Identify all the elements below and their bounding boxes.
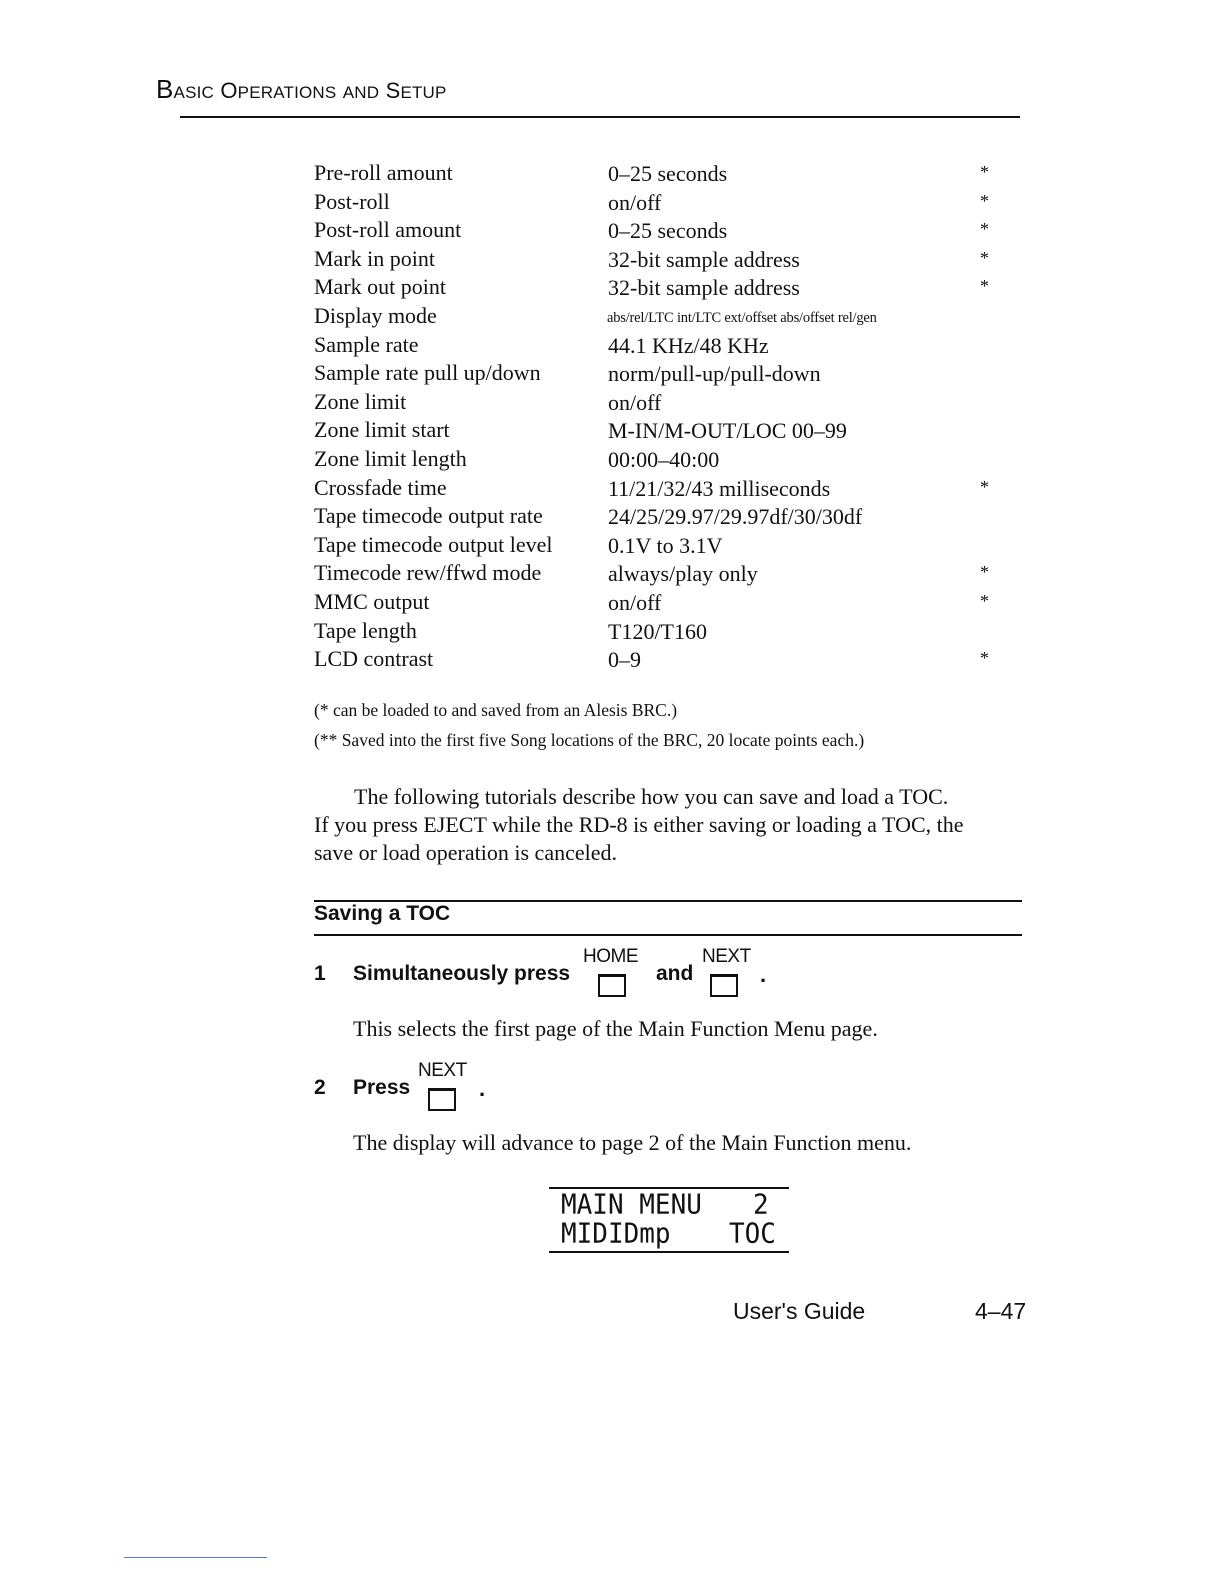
settings-row <box>314 646 1004 675</box>
step-1-text: Simultaneously press <box>353 962 571 985</box>
intro-paragraph <box>314 783 1024 867</box>
brc-asterisk: * <box>980 247 989 268</box>
setting-value: norm/pull-up/pull-down <box>608 361 821 387</box>
header-etup: ETUP <box>400 83 447 102</box>
setting-value: on/off <box>608 189 662 215</box>
step-2-text: Press <box>353 1076 411 1099</box>
setting-value: on/off <box>608 389 662 415</box>
section-rule-bottom <box>314 934 1022 936</box>
settings-row <box>314 360 1004 389</box>
home-key-icon <box>598 974 626 997</box>
lcd-line-2-left: MIDIDmp <box>561 1218 671 1250</box>
settings-row <box>314 446 1004 475</box>
step-1-number: 1 <box>314 962 326 985</box>
setting-name: Sample rate pull up/down <box>314 360 541 386</box>
setting-value: 0.1V to 3.1V <box>608 532 723 558</box>
home-key-label: HOME <box>583 946 638 967</box>
page-number: 4–47 <box>975 1298 1027 1324</box>
settings-row <box>314 589 1004 618</box>
setting-value: T120/T160 <box>608 618 707 644</box>
step-1-description: This selects the first page of the Main Function Menu page. <box>353 1016 878 1041</box>
lcd-display <box>549 1187 789 1253</box>
setting-name: Tape timecode output rate <box>314 503 543 529</box>
settings-row <box>314 417 1004 446</box>
next-key-label-2: NEXT <box>418 1060 467 1081</box>
intro-line-1: The following tutorials describe how you can save and load a TOC. <box>354 784 949 809</box>
settings-row <box>314 160 1004 189</box>
setting-name: Display mode <box>314 302 437 328</box>
settings-row <box>314 189 1004 218</box>
step-2-description: The display will advance to page 2 of the Main Function menu. <box>353 1130 912 1155</box>
brc-asterisk: * <box>980 648 989 669</box>
settings-row <box>314 274 1004 303</box>
setting-value: 32-bit sample address <box>608 246 800 272</box>
header-initial-s: S <box>385 78 401 103</box>
step-1-period: . <box>760 962 767 987</box>
header-initial-b: B <box>156 74 174 104</box>
intro-line-3: save or load operation is canceled. <box>314 840 617 865</box>
brc-asterisk: * <box>980 476 989 497</box>
intro-line-2: If you press EJECT while the RD-8 is either saving or loading a TOC, the <box>314 812 964 837</box>
next-key-label-1: NEXT <box>702 946 751 967</box>
section-title: Saving a TOC <box>314 902 451 925</box>
setting-name: Post-roll <box>314 188 390 214</box>
header-perations: PERATIONS <box>237 83 337 102</box>
next-key-icon-2 <box>428 1088 456 1111</box>
next-key-icon-1 <box>710 974 738 997</box>
lcd-rule-bottom <box>549 1251 789 1253</box>
setting-name: Timecode rew/ffwd mode <box>314 560 542 586</box>
brc-asterisk: * <box>980 162 989 182</box>
settings-table <box>314 160 1004 675</box>
header-and: AND <box>342 83 380 102</box>
setting-value: on/off <box>608 589 662 615</box>
setting-name: Zone limit <box>314 388 407 414</box>
brc-asterisk: * <box>980 276 989 297</box>
running-header <box>156 74 447 105</box>
step-2-period: . <box>479 1076 486 1101</box>
settings-row <box>314 389 1004 418</box>
footnote-double-star: (** Saved into the first five Song locations of the BRC, 20 locate points each.) <box>314 730 865 750</box>
setting-name: Tape length <box>314 617 417 643</box>
settings-row <box>314 217 1004 246</box>
setting-name: Zone limit start <box>314 417 450 443</box>
setting-name: Mark in point <box>314 245 435 271</box>
settings-row <box>314 560 1004 589</box>
setting-name: MMC output <box>314 588 430 614</box>
brc-asterisk: * <box>980 190 989 211</box>
setting-name: LCD contrast <box>314 646 434 672</box>
setting-name: Pre-roll amount <box>314 160 453 185</box>
setting-value: always/play only <box>608 561 758 587</box>
settings-row <box>314 532 1004 561</box>
setting-value: 32-bit sample address <box>608 275 800 301</box>
brc-asterisk: * <box>980 562 989 583</box>
settings-row <box>314 246 1004 275</box>
settings-row <box>314 618 1004 647</box>
setting-value: 0–9 <box>608 647 641 673</box>
setting-value: abs/rel/LTC int/LTC ext/offset abs/offset rel/gen <box>607 309 877 326</box>
setting-value: 11/21/32/43 milliseconds <box>608 475 831 501</box>
header-rule <box>180 116 1020 118</box>
bottom-link-underline <box>124 1557 267 1558</box>
step-1-and: and <box>656 962 694 985</box>
setting-value: M-IN/M-OUT/LOC 00–99 <box>608 418 847 444</box>
setting-name: Sample rate <box>314 331 419 357</box>
settings-row <box>314 332 1004 361</box>
setting-value: 0–25 seconds <box>608 218 728 244</box>
setting-name: Post-roll amount <box>314 217 462 243</box>
setting-name: Mark out point <box>314 274 446 300</box>
settings-row <box>314 303 1004 332</box>
header-initial-o: O <box>220 78 238 103</box>
setting-value: 44.1 KHz/48 KHz <box>608 332 769 358</box>
brc-asterisk: * <box>980 590 989 611</box>
setting-name: Crossfade time <box>314 474 447 500</box>
settings-row <box>314 475 1004 504</box>
lcd-line-1-right: 2 <box>753 1189 769 1221</box>
header-asic: ASIC <box>173 83 215 102</box>
footer-guide-title: User's Guide <box>733 1298 866 1324</box>
setting-value: 0–25 seconds <box>608 161 728 186</box>
lcd-line-2-right: TOC <box>729 1218 776 1250</box>
setting-value: 00:00–40:00 <box>608 446 720 472</box>
settings-row <box>314 503 1004 532</box>
lcd-line-1-left: MAIN MENU <box>561 1189 702 1221</box>
step-2-number: 2 <box>314 1076 326 1099</box>
brc-asterisk: * <box>980 219 989 240</box>
setting-name: Zone limit length <box>314 445 467 471</box>
setting-name: Tape timecode output level <box>314 531 553 557</box>
footnote-single-star: (* can be loaded to and saved from an Alesis BRC.) <box>314 700 678 720</box>
setting-value: 24/25/29.97/29.97df/30/30df <box>608 504 863 530</box>
